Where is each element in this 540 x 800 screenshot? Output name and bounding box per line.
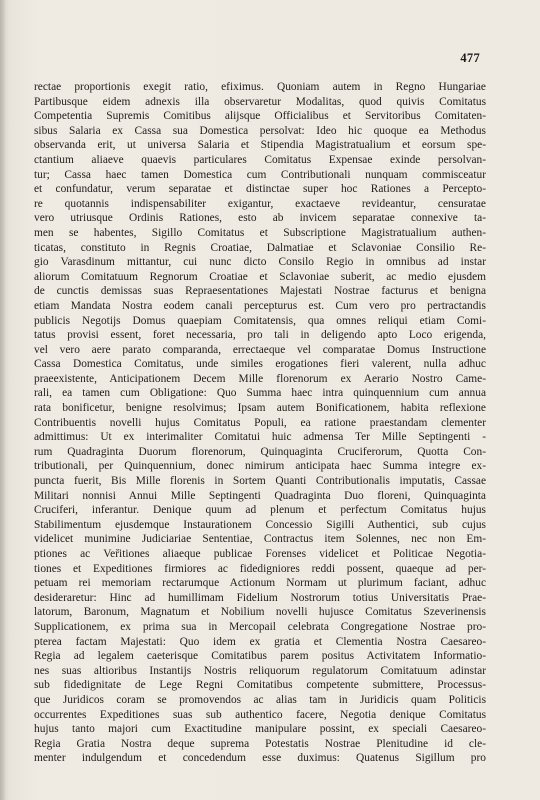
text-line: Cassa Domestica Comitatus, unde similes erogationes fieri valerent, nulla adhuc	[34, 358, 486, 371]
text-line: occurrentes Expeditiones suas sub authentico facere, Negotia denique Comitatus	[34, 708, 486, 721]
text-line: puncta fuerit, Bis Mille florenis in Sortem Quanti Contributionalis imputatis, Cassae	[34, 475, 486, 488]
text-line: Cruciferi, inferantur. Denique quum ad plenum et perfectum Comitatus hujus	[34, 504, 486, 517]
text-line: tur; Cassa haec tamen Domestica cum Contributionali nunquam commisceatur	[34, 168, 486, 181]
text-line: que Juridicos coram se promovendos ac alias tam in Juridicis quam Politicis	[34, 693, 486, 706]
text-line: desideraretur: Hinc ad humillimam Fidelium Nostrorum totius Universitatis Prae-	[34, 591, 486, 604]
text-line: rum Quadraginta Duorum florenorum, Quinquaginta Cruciferorum, Quotta Con-	[34, 445, 486, 458]
text-line: men se habentes, Sigillo Comitatus et Subscriptione Magistratualium authen-	[34, 226, 486, 239]
text-line: praeexistente, Anticipationem Decem Mille florenorum ex Aerario Nostro Came-	[34, 372, 486, 385]
text-line: tiones et Expeditiones firmiores ac fidedigniores reddi possent, quaeque ad per-	[34, 562, 486, 575]
text-line: sub fidedignitate de Lege Regni Comitatibus competente submittere, Processus-	[34, 679, 486, 692]
text-line: Stabilimentum ejusdemque Instaurationem Concessio Sigilli Authentici, sub cujus	[34, 518, 486, 531]
text-line: vero utriusque Ordinis Rationes, esto ab invicem separatae connexive ta-	[34, 212, 486, 225]
text-line: observanda erit, ut universa Salaria et Stipendia Magistratualium et eorsum spe-	[34, 139, 486, 152]
text-line: rectae proportionis exegit ratio, efiximus. Quoniam autem in Regno Hungariae	[34, 81, 486, 93]
text-line: Supplicationem, ex prima sua in Mercopail celebrata Congregatione Nostrae pro-	[34, 620, 486, 633]
text-line: et confundatur, verum separatae et distinctae super hoc Rationes a Percepto-	[34, 183, 486, 196]
text-line: videlicet munimine Judiciariae Sententiae, Contractus item Solennes, nec non Em-	[34, 533, 486, 546]
text-line: publicis Negotijs Domus quaepiam Comitatensis, qua omnes reliqui etiam Comi-	[34, 314, 486, 327]
text-line: tributionali, per Quinquennium, donec nimirum anticipata haec Summa integre ex-	[34, 460, 486, 473]
text-line: tatus provisi essent, foret necessaria, pro tali in deligendo apto Loco erigenda,	[34, 329, 486, 342]
text-line: Militari nonnisi Annui Mille Septingenti Quadraginta Duo floreni, Quinquaginta	[34, 489, 486, 502]
text-line: Contribuentis novelli hujus Comitatus Populi, ea ratione praestandam clementer	[34, 416, 486, 429]
text-line: Partibusque eidem adnexis illa observaretur Modalitas, quod quivis Comitatus	[34, 95, 486, 108]
page-number: 477	[460, 51, 480, 65]
text-line: pterea factam Majestati: Quo idem ex gratia et Clementia Nostra Caesareo-	[34, 635, 486, 648]
body-text	[34, 80, 486, 766]
text-line: vel vero aere parato comparanda, errectaeque vel comparatae Domus Instructione	[34, 343, 486, 356]
text-line: latorum, Baronum, Magnatum et Nobilium novelli hujusce Comitatus Szeverinensis	[34, 606, 486, 619]
text-line: admittimus: Ut ex interimaliter Comitatui huic admensa Ter Mille Septingenti -	[34, 431, 486, 444]
text-line: de cunctis demissas suas Repraesentationes Majestati Nostrae facturus et benigna	[34, 285, 486, 298]
text-line: rata bonificetur, benigne resolvimus; Ipsam autem Bonificationem, habita reflexione	[34, 402, 486, 415]
text-line: hujus tanto majori cum Exactitudine manipulare possint, ex speciali Caesareo-	[34, 723, 486, 736]
text-line: re quotannis indispensabiliter exigantur, exactaeve revideantur, censuratae	[34, 197, 486, 210]
text-line: ticatas, constituto in Regnis Croatiae, Dalmatiae et Sclavoniae Consilio Re-	[34, 241, 486, 254]
text-line: Competentia Supremis Comitibus alijsque Officialibus et Servitoribus Comitaten-	[34, 110, 486, 123]
text-line: ctantium aliaeve quaevis particulares Comitatus Expensae exinde persolvan-	[34, 153, 486, 166]
text-line: Regia ad legalem caeterisque Comitatibus parem positus Activitatem Informatio-	[34, 650, 486, 663]
text-line: Regia Gratia Nostra deque suprema Potestatis Nostrae Plenitudine id cle-	[34, 737, 486, 750]
text-line: menter indulgendum et concedendum esse duximus: Quatenus Sigillum pro	[34, 752, 486, 765]
binding-shadow	[0, 0, 6, 800]
text-line: petuam rei memoriam rectarumque Actionum Normam ut plurimum faciant, adhuc	[34, 577, 486, 590]
text-line: ptiones ac Ver̆itiones aliaeque publicae Forenses videlicet et Politicae Negotia-	[34, 548, 486, 560]
text-line: sibus Salaria ex Cassa sua Domestica persolvat: Ideo hic quoque ea Methodus	[34, 124, 486, 137]
text-line: nes suas altioribus Instantijs Nostris reliquorum regulatorum Comitatuum adinstar	[34, 664, 486, 677]
text-line: aliorum Comitatuum Regnorum Croatiae et Sclavoniae suberit, ac medio ejusdem	[34, 270, 486, 283]
text-line: rali, ea tamen cum Obligatione: Quo Summa haec intra quinquennium cum annua	[34, 387, 486, 400]
text-line: gio Varasdinum mittantur, cui nunc dicto Consilo Regio in omnibus ad instar	[34, 256, 486, 269]
text-line: etiam Mandata Nostra eodem canali percepturus est. Cum vero pro pertractandis	[34, 299, 486, 312]
